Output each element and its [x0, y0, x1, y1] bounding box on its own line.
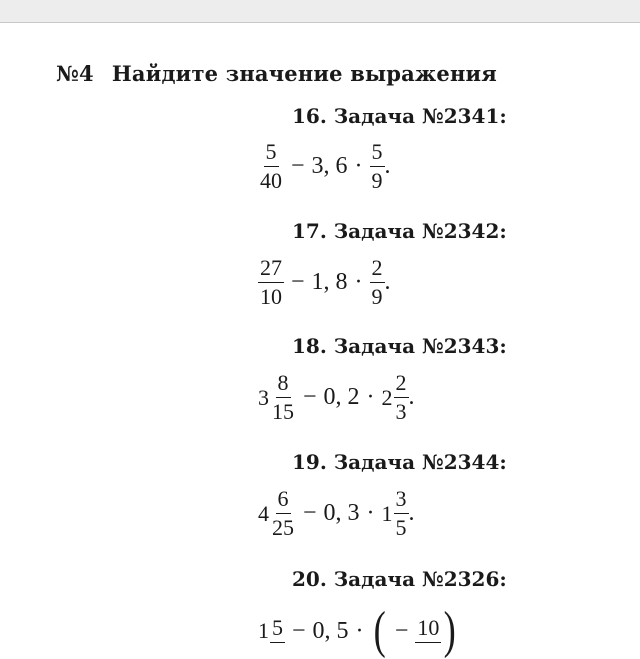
decimal-coefficient: 0, 5 — [312, 617, 349, 644]
fraction — [370, 257, 385, 308]
denominator: 10 — [260, 284, 282, 309]
fraction — [270, 614, 285, 646]
minus-operator: − — [291, 153, 305, 179]
expression-end: . — [408, 500, 415, 526]
task-expression-18 — [258, 372, 415, 423]
task-expression-20 — [258, 602, 459, 659]
denominator: 9 — [371, 168, 383, 193]
multiply-operator: · — [354, 153, 363, 179]
fraction — [270, 488, 296, 539]
whole-part: 2 — [381, 384, 393, 410]
denominator — [426, 643, 430, 646]
fraction — [258, 141, 284, 192]
whole-part: 1 — [258, 618, 269, 643]
expression-end: . — [408, 384, 415, 410]
denominator: 40 — [260, 168, 282, 193]
expression-end: . — [384, 153, 391, 179]
numerator: 3 — [394, 488, 409, 514]
denominator: 25 — [272, 515, 294, 540]
fraction — [415, 614, 441, 646]
numerator: 10 — [415, 617, 441, 643]
fraction — [370, 141, 385, 192]
minus-operator: − — [291, 269, 305, 295]
expression-end: . — [384, 269, 391, 295]
document-page — [0, 23, 640, 659]
denominator: 5 — [395, 515, 407, 540]
multiply-operator: · — [354, 269, 363, 295]
fraction — [394, 372, 409, 423]
multiply-operator: · — [355, 617, 364, 644]
numerator: 5 — [270, 617, 285, 643]
numerator: 5 — [370, 141, 385, 167]
numerator: 8 — [276, 372, 291, 398]
denominator: 9 — [371, 284, 383, 309]
multiply-operator: · — [366, 500, 375, 526]
minus-operator: − — [303, 384, 317, 410]
decimal-coefficient: 0, 3 — [323, 500, 360, 526]
denominator: 3 — [395, 399, 407, 424]
window-top-bar — [0, 0, 640, 23]
denominator: 15 — [272, 399, 294, 424]
minus-operator: − — [303, 500, 317, 526]
exercise-number: №4 — [56, 61, 94, 86]
exercise-instruction: Найдите значение выражения — [111, 61, 498, 86]
left-parenthesis: ( — [373, 602, 386, 659]
task-title-20: 20. Задача №2326: — [292, 567, 507, 591]
whole-part: 1 — [381, 500, 393, 526]
minus-operator: − — [292, 617, 306, 644]
numerator: 2 — [370, 257, 385, 283]
task-expression-17 — [258, 257, 391, 308]
whole-part: 4 — [258, 500, 269, 526]
right-parenthesis: ) — [444, 602, 457, 659]
task-title-17: 17. Задача №2342: — [292, 219, 507, 243]
decimal-coefficient: 0, 2 — [323, 384, 360, 410]
numerator: 27 — [258, 257, 284, 283]
fraction — [258, 257, 284, 308]
fraction — [270, 372, 296, 423]
whole-part: 3 — [258, 384, 269, 410]
denominator — [276, 643, 280, 646]
task-expression-16 — [258, 141, 391, 192]
negative-sign: − — [394, 617, 409, 644]
numerator: 5 — [264, 141, 279, 167]
decimal-coefficient: 1, 8 — [311, 269, 348, 295]
task-title-18: 18. Задача №2343: — [292, 334, 507, 358]
numerator: 6 — [276, 488, 291, 514]
task-title-19: 19. Задача №2344: — [292, 450, 507, 474]
decimal-coefficient: 3, 6 — [311, 153, 348, 179]
multiply-operator: · — [366, 384, 375, 410]
fraction — [394, 488, 409, 539]
task-title-16: 16. Задача №2341: — [292, 104, 507, 128]
numerator: 2 — [394, 372, 409, 398]
exercise-heading — [56, 61, 497, 86]
task-expression-19 — [258, 488, 415, 539]
